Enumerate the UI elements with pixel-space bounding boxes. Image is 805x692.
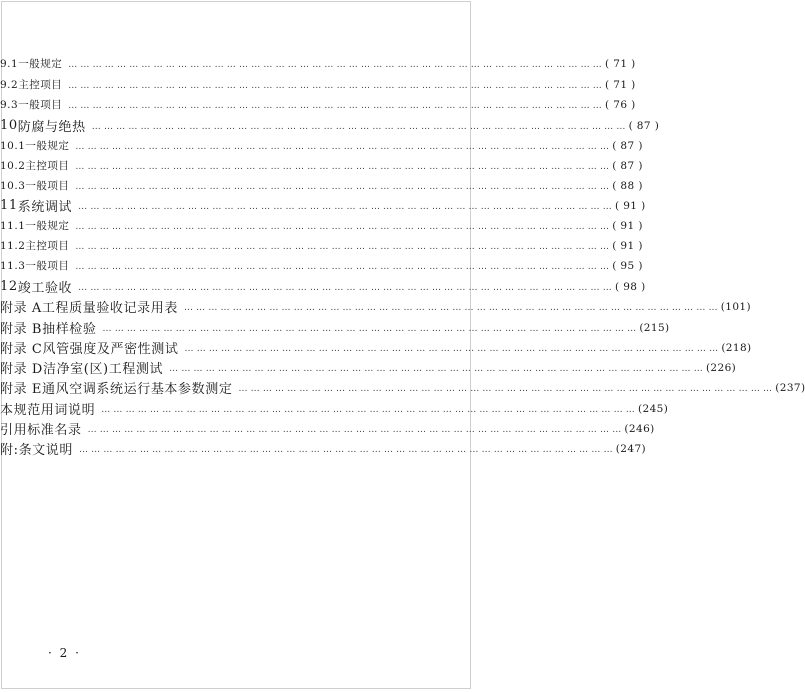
toc-entry-number: 10.2 [0, 159, 26, 172]
toc-backmatter[interactable] [0, 399, 669, 418]
toc-entry-page: ( 71 ) [605, 57, 636, 70]
toc-entry-title: 主控项目 [18, 79, 63, 91]
toc-appendix-title: 抽样检验 [42, 322, 97, 337]
dot-leader: …………………………………………………………………………………………………………………… [91, 121, 629, 132]
toc-chapter[interactable] [0, 277, 646, 296]
toc-backmatter-title: 附:条文说明 [0, 443, 73, 458]
toc-backmatter[interactable] [0, 439, 647, 458]
toc-chapter-number: 10 [0, 118, 18, 133]
toc-entry-number: 9.3 [0, 98, 19, 111]
toc-entry-number: 10.1 [0, 139, 26, 152]
toc-entry-page: ( 76 ) [605, 98, 636, 111]
dot-leader: …………………………………………………………………………………………………………………… [68, 80, 606, 91]
toc-chapter-page: ( 98 ) [614, 280, 646, 293]
toc-entry-title: 一般项目 [25, 180, 70, 192]
toc-appendix[interactable] [0, 297, 751, 316]
dot-leader: …………………………………………………………………………………………………………………… [75, 161, 613, 172]
toc-entry-page: ( 95 ) [612, 259, 643, 272]
toc-entry[interactable] [0, 158, 643, 173]
toc-entry-number: 11.2 [0, 239, 26, 252]
dot-leader: …………………………………………………………………………………………………………………… [78, 201, 615, 212]
dot-leader: …………………………………………………………………………………………………………………… [78, 282, 615, 293]
toc-entry-page: ( 87 ) [612, 159, 643, 172]
toc-appendix[interactable] [0, 338, 752, 357]
toc-entry-page: ( 71 ) [605, 78, 636, 91]
toc-appendix-number: 附录 A [0, 301, 42, 316]
toc-chapter[interactable] [0, 196, 646, 215]
toc-appendix-number: 附录 E [0, 382, 43, 397]
toc-entry-number: 9.1 [0, 57, 19, 70]
toc-entry[interactable] [0, 97, 636, 112]
dot-leader: …………………………………………………………………………………………………………………… [183, 302, 721, 313]
toc-entry[interactable] [0, 138, 643, 153]
toc-chapter-title: 系统调试 [17, 200, 73, 215]
toc-appendix-page: (237) [775, 381, 805, 394]
dot-leader: …………………………………………………………………………………………………………………… [75, 181, 613, 192]
toc-appendix-page: (215) [639, 321, 670, 334]
toc-chapter-title: 竣工验收 [17, 281, 73, 296]
toc-entry-number: 9.2 [0, 78, 19, 91]
toc-entry-title: 一般项目 [25, 260, 70, 272]
toc-appendix-page: (101) [720, 300, 751, 313]
toc-appendix-number: 附录 B [0, 322, 43, 337]
toc-appendix-page: (218) [721, 341, 752, 354]
toc-entry-page: ( 88 ) [612, 179, 643, 192]
toc-chapter[interactable] [0, 116, 660, 135]
toc-appendix-page: (226) [705, 361, 737, 374]
toc-appendix[interactable] [0, 358, 737, 377]
dot-leader: …………………………………………………………………………………………………………………… [75, 241, 613, 252]
toc-appendix-number: 附录 C [0, 342, 43, 357]
toc-chapter-number: 12 [0, 279, 18, 294]
dot-leader: …………………………………………………………………………………………………………………… [68, 100, 606, 111]
toc-entry-page: ( 91 ) [612, 219, 643, 232]
toc-backmatter[interactable] [0, 419, 655, 438]
toc-entry[interactable] [0, 258, 643, 273]
toc-entry-title: 一般规定 [25, 220, 70, 232]
toc-chapter-page: ( 87 ) [628, 119, 660, 132]
toc-appendix-title: 洁净室(区)工程测试 [42, 362, 164, 377]
toc-appendix-title: 通风空调系统运行基本参数测定 [42, 382, 233, 397]
dot-leader: …………………………………………………………………………………………………………………… [169, 363, 706, 374]
dot-leader: …………………………………………………………………………………………………………………… [101, 404, 639, 415]
toc-backmatter-page: (246) [624, 422, 655, 435]
dot-leader: …………………………………………………………………………………………………………………… [102, 323, 640, 334]
toc-appendix-title: 工程质量验收记录用表 [41, 301, 178, 316]
page-number: · 2 · [48, 646, 81, 660]
toc-entry-title: 一般规定 [18, 58, 63, 70]
toc-entry-page: ( 87 ) [612, 139, 643, 152]
toc-appendix-title: 风管强度及严密性测试 [42, 342, 179, 357]
toc-entry[interactable] [0, 178, 643, 193]
toc-entry-number: 11.1 [0, 219, 26, 232]
toc-backmatter-title: 本规范用词说明 [0, 403, 96, 418]
dot-leader: …………………………………………………………………………………………………………………… [184, 343, 722, 354]
toc-entry[interactable] [0, 218, 643, 233]
toc-entry-title: 主控项目 [25, 240, 70, 252]
dot-leader: …………………………………………………………………………………………………………………… [87, 424, 625, 435]
dot-leader: …………………………………………………………………………………………………………………… [78, 444, 616, 455]
toc-entry[interactable] [0, 77, 636, 92]
toc-backmatter-page: (247) [615, 442, 647, 455]
dot-leader: …………………………………………………………………………………………………………………… [75, 141, 613, 152]
toc-chapter-title: 防腐与绝热 [17, 120, 86, 135]
toc-entry[interactable] [0, 56, 636, 71]
toc-appendix-number: 附录 D [0, 362, 43, 377]
toc-chapter-page: ( 91 ) [614, 199, 646, 212]
dot-leader: …………………………………………………………………………………………………………………… [68, 59, 606, 70]
dot-leader: …………………………………………………………………………………………………………………… [75, 221, 613, 232]
toc-entry-page: ( 91 ) [612, 239, 643, 252]
toc-appendix[interactable] [0, 318, 670, 337]
toc-appendix[interactable] [0, 378, 805, 397]
toc-entry-number: 11.3 [0, 259, 26, 272]
dot-leader: …………………………………………………………………………………………………………………… [75, 261, 613, 272]
toc-backmatter-page: (245) [638, 402, 669, 415]
toc-entry-title: 一般规定 [25, 140, 70, 152]
toc-chapter-number: 11 [0, 198, 18, 213]
toc-entry-title: 一般项目 [18, 99, 63, 111]
toc-entry-number: 10.3 [0, 179, 26, 192]
toc-entry[interactable] [0, 238, 643, 253]
toc-entry-title: 主控项目 [25, 160, 70, 172]
toc-backmatter-title: 引用标准名录 [0, 423, 82, 438]
dot-leader: …………………………………………………………………………………………………………………… [238, 383, 776, 394]
